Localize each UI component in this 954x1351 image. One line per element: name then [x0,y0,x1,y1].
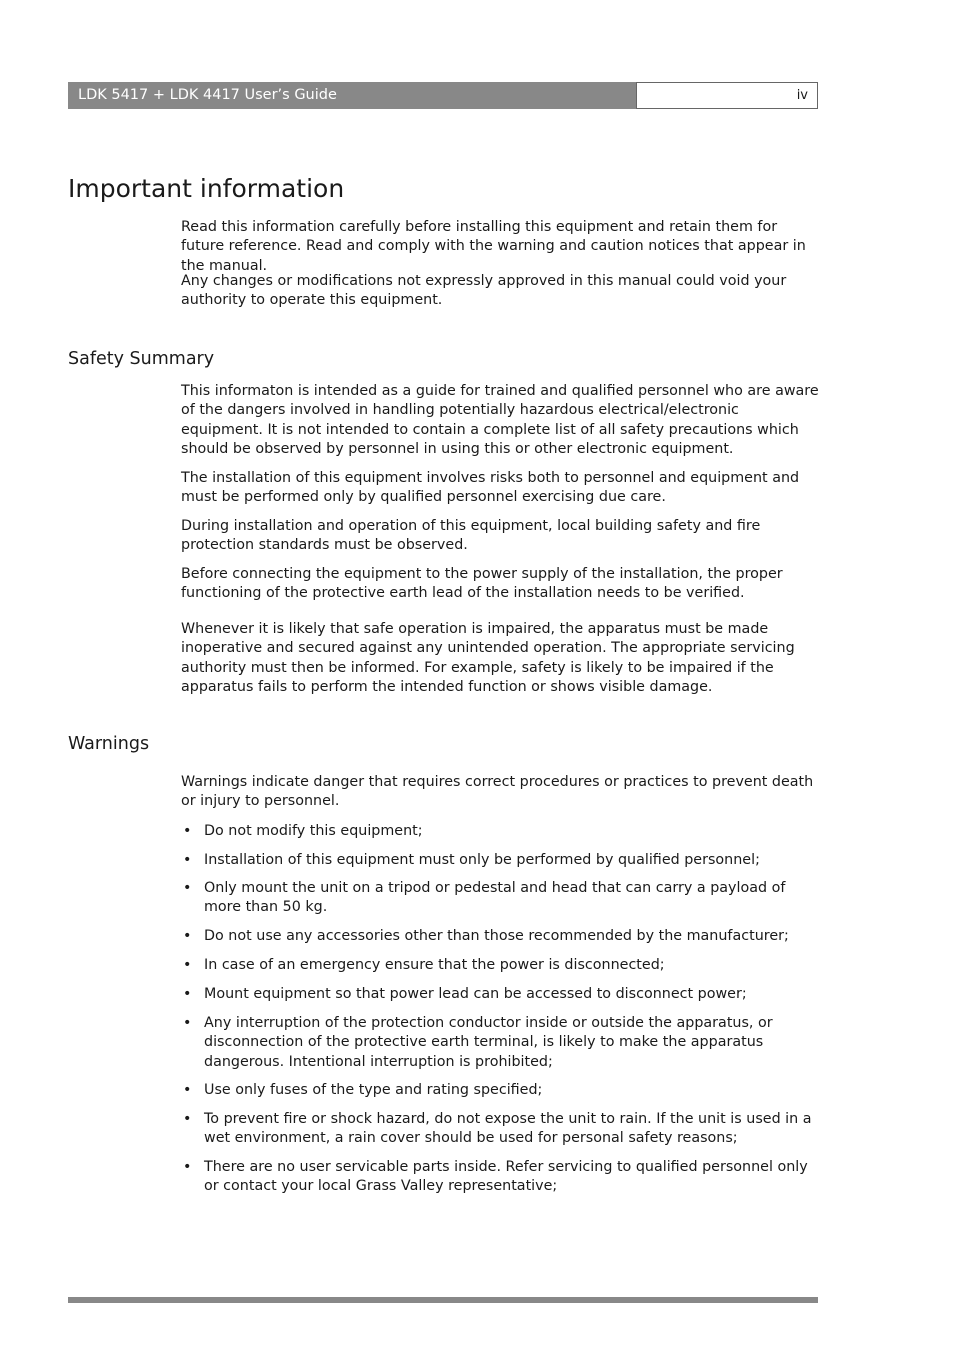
list-item-text: To prevent fire or shock hazard, do not expose the unit to rain. If the unit is used in a wet environment, a rain cover should be used for personal safety reasons; [204,1111,812,1147]
bullet-icon: • [183,1111,192,1127]
bullet-icon: • [183,1159,192,1175]
page-number-box [636,82,818,109]
footer-rule [68,1297,818,1303]
list-item [181,985,821,1004]
safety-paragraph: Before connecting the equipment to the power supply of the installation, the proper functioning of the protective earth lead of the installation needs to be verified. [181,566,783,602]
section-heading-safety-summary: Safety Summary [68,349,215,369]
page-number: iv [796,88,808,103]
list-item-text: There are no user servicable parts inside. Refer servicing to qualified personnel only or contact your local Grass Valley representative; [204,1159,808,1195]
bullet-icon: • [183,823,192,839]
bullet-icon: • [183,928,192,944]
bullet-icon: • [183,1015,192,1031]
list-item [181,1081,821,1100]
list-item [181,879,821,918]
bullet-icon: • [183,1082,192,1098]
list-item-text: Use only fuses of the type and rating specified; [204,1082,543,1098]
page-title: Important information [68,174,345,203]
bullet-icon: • [183,986,192,1002]
section-heading-warnings: Warnings [68,734,150,754]
list-item-text: Only mount the unit on a tripod or pedestal and head that can carry a payload of more than 50 kg. [204,880,786,916]
bullet-icon: • [183,957,192,973]
header-bar [68,82,636,109]
list-item [181,1158,821,1197]
list-item-text: Any interruption of the protection conductor inside or outside the apparatus, or disconnection of the protective earth terminal, is likely to make the apparatus dangerous. Intentional interruption is prohibited; [204,1015,773,1070]
intro-paragraph: Any changes or modifications not expressly approved in this manual could void your authority to operate this equipment. [181,273,787,309]
list-item-text: Installation of this equipment must only be performed by qualified personnel; [204,852,760,868]
warnings-intro: Warnings indicate danger that requires correct procedures or practices to prevent death or injury to personnel. [181,774,814,810]
list-item [181,1110,821,1149]
safety-paragraph: During installation and operation of this equipment, local building safety and fire protection standards must be observed. [181,518,761,554]
list-item-text: Do not use any accessories other than those recommended by the manufacturer; [204,928,789,944]
list-item [181,927,821,946]
bullet-icon: • [183,852,192,868]
list-item [181,956,821,975]
document-title: LDK 5417 + LDK 4417 User’s Guide [78,87,337,103]
list-item-text: In case of an emergency ensure that the power is disconnected; [204,957,665,973]
safety-paragraph: Whenever it is likely that safe operation is impaired, the apparatus must be made inoperative and secured against any unintended operation. The appropriate servicing authority must then be informed. For example, safety is likely to be impaired if the apparatus fails to perform the intended function or shows visible damage. [181,621,795,696]
list-item-text: Mount equipment so that power lead can be accessed to disconnect power; [204,986,747,1002]
list-item [181,851,821,870]
list-item [181,822,821,841]
safety-paragraph: This informaton is intended as a guide for trained and qualified personnel who are aware of the dangers involved in handling potentially hazardous electrical/electronic equipment. It is not intended to contain a complete list of all safety precautions which should be observed by personnel in using this or other electronic equipment. [181,383,819,458]
intro-paragraph: Read this information carefully before installing this equipment and retain them for future reference. Read and comply with the warning and caution notices that appear in the manual. [181,219,806,274]
list-item [181,1014,821,1072]
bullet-icon: • [183,880,192,896]
list-item-text: Do not modify this equipment; [204,823,423,839]
safety-paragraph: The installation of this equipment involves risks both to personnel and equipment and must be performed only by qualified personnel exercising due care. [181,470,800,506]
